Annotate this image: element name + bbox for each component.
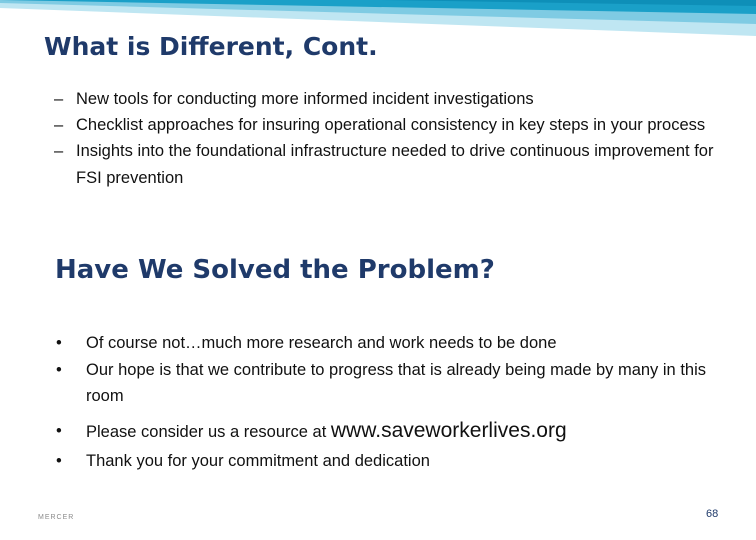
bullet-marker: • xyxy=(56,452,62,470)
bullet-item-text: Of course not…much more research and work needs to be done xyxy=(86,334,557,352)
dash-item xyxy=(44,138,734,191)
dash-item-text: Insights into the foundational infrastructure needed to drive continuous improvement for FSI prevention xyxy=(76,142,714,187)
dash-item-text: Checklist approaches for insuring operational consistency in key steps in your process xyxy=(76,116,706,134)
bullet-item xyxy=(54,448,744,475)
dash-item xyxy=(44,112,734,139)
bullet-item-text: Please consider us a resource at xyxy=(86,422,331,441)
bullet-item xyxy=(54,357,744,410)
website-link[interactable]: www.saveworkerlives.org xyxy=(330,418,567,442)
dash-item xyxy=(44,86,734,113)
bullet-item-text: Our hope is that we contribute to progress that is already being made by many in this room xyxy=(86,360,706,405)
bullet-item-text: Thank you for your commitment and dedication xyxy=(86,452,430,470)
bullet-marker: • xyxy=(56,334,62,352)
dash-marker: – xyxy=(54,90,64,108)
dash-item-text: New tools for conducting more informed incident investigations xyxy=(76,90,534,108)
mercer-logo: MERCER xyxy=(38,514,75,521)
dash-marker: – xyxy=(54,116,64,134)
bullet-marker: • xyxy=(56,421,62,440)
top-banner xyxy=(0,0,756,36)
bullet-item xyxy=(54,330,744,357)
bullet-marker: • xyxy=(56,360,62,379)
section-heading: Have We Solved the Problem? xyxy=(55,255,495,285)
dash-list xyxy=(44,86,734,191)
banner-stripes xyxy=(0,0,756,36)
bullet-item xyxy=(54,418,744,446)
bullet-list xyxy=(54,330,744,475)
dash-marker: – xyxy=(54,142,64,160)
slide-title: What is Different, Cont. xyxy=(44,32,378,61)
page-number: 68 xyxy=(706,508,719,520)
